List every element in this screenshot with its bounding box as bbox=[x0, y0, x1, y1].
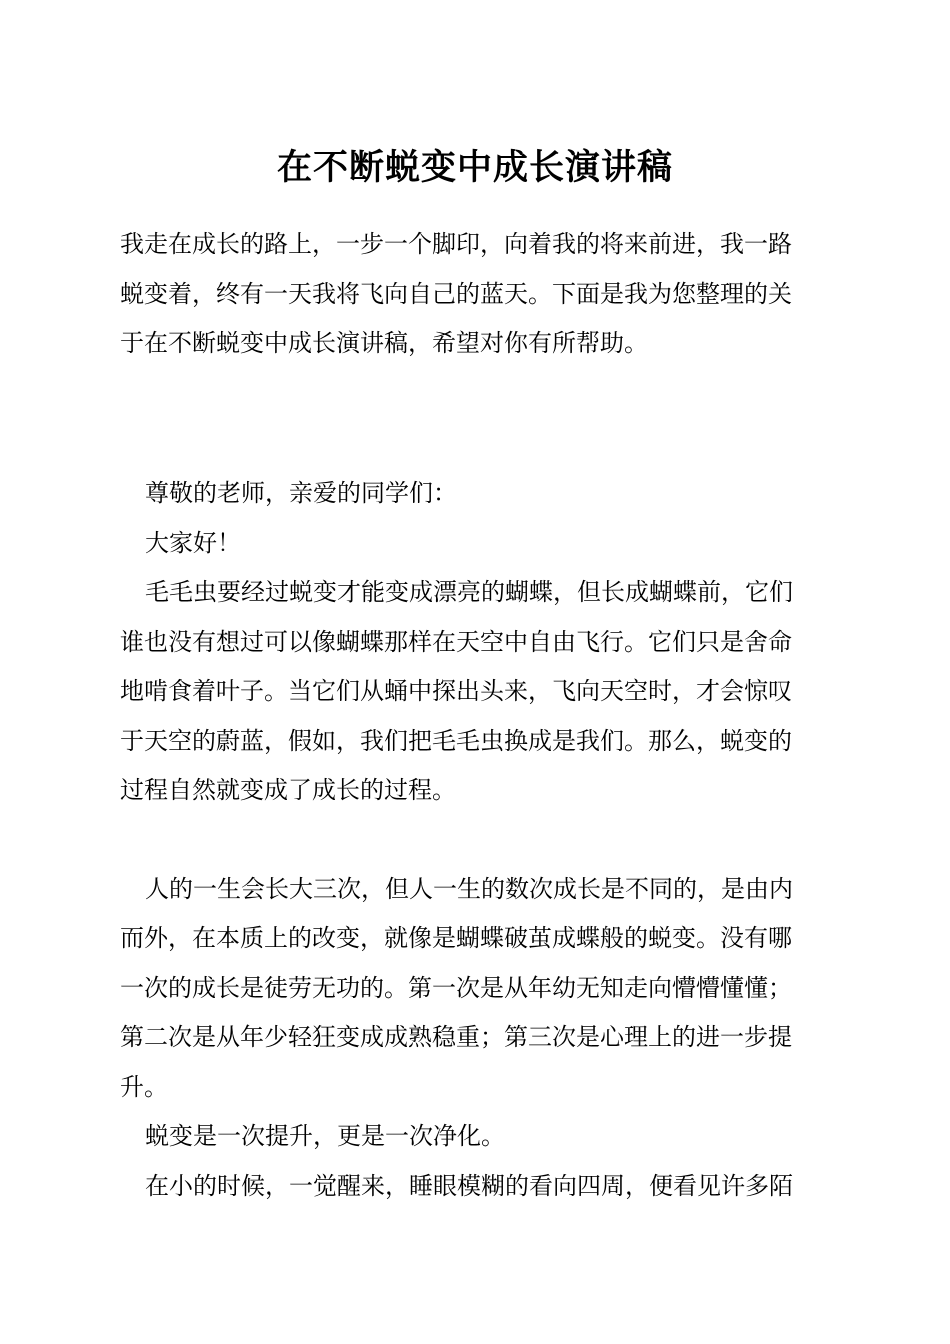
paragraph1-line-4: 于天空的蔚蓝，假如，我们把毛毛虫换成是我们。那么，蜕变的 bbox=[120, 727, 792, 755]
intro-line-3: 于在不断蜕变中成长演讲稿，希望对你有所帮助。 bbox=[120, 329, 648, 357]
intro-line-2: 蜕变着，终有一天我将飞向自己的蓝天。下面是我为您整理的关 bbox=[120, 280, 792, 308]
paragraph2-line-5: 升。 bbox=[120, 1073, 168, 1101]
paragraph2-line-1: 人的一生会长大三次，但人一生的数次成长是不同的，是由内 bbox=[145, 875, 793, 903]
paragraph2-line-2: 而外，在本质上的改变，就像是蝴蝶破茧成蝶般的蜕变。没有哪 bbox=[120, 924, 792, 952]
document-title: 在不断蜕变中成长演讲稿 bbox=[276, 147, 673, 188]
salutation: 尊敬的老师，亲爱的同学们： bbox=[145, 479, 457, 507]
paragraph4-line-1: 在小的时候，一觉醒来，睡眼模糊的看向四周，便看见许多陌 bbox=[145, 1172, 793, 1200]
paragraph1-line-3: 地啃食着叶子。当它们从蛹中探出头来，飞向天空时，才会惊叹 bbox=[120, 677, 792, 705]
paragraph1-line-5: 过程自然就变成了成长的过程。 bbox=[120, 776, 456, 804]
intro-line-1: 我走在成长的路上，一步一个脚印，向着我的将来前进，我一路 bbox=[120, 230, 792, 258]
greeting: 大家好！ bbox=[145, 529, 241, 557]
paragraph3: 蜕变是一次提升，更是一次净化。 bbox=[145, 1122, 505, 1150]
paragraph1-line-2: 谁也没有想过可以像蝴蝶那样在天空中自由飞行。它们只是舍命 bbox=[120, 628, 792, 656]
paragraph2-line-3: 一次的成长是徒劳无功的。第一次是从年幼无知走向懵懵懂懂； bbox=[120, 974, 792, 1002]
paragraph2-line-4: 第二次是从年少轻狂变成成熟稳重；第三次是心理上的进一步提 bbox=[120, 1023, 792, 1051]
paragraph1-line-1: 毛毛虫要经过蜕变才能变成漂亮的蝴蝶，但长成蝴蝶前，它们 bbox=[145, 578, 793, 606]
